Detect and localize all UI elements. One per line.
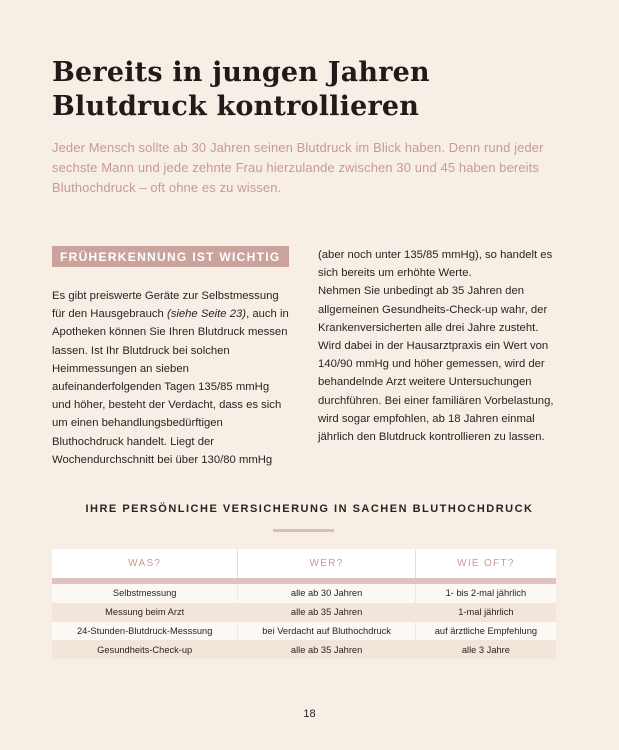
body-paragraph-right-2: Nehmen Sie unbedingt ab 35 Jahren den allgemeinen Gesundheits-Check-up wahr, der Krankenversicherten alle drei Jahre zusteht. Wird dabei in der Hausarztpraxis ein Wert von 140/90 mmHg und höher gemessen, wird der behandelnde Arzt weitere Untersuchungen durchführen. Bei einer familiären Vorbelastung, wird sogar empfohlen, ab 18 Jahren einmal jährlich den Blutdruck kontrollieren zu lassen. <box>318 285 554 444</box>
text-column-left <box>52 246 290 469</box>
column-header-was: WAS? <box>52 549 238 581</box>
table-cell: alle 3 Jahre <box>415 640 556 659</box>
table-cell: alle ab 35 Jahren <box>238 603 415 622</box>
heading-divider <box>273 529 334 532</box>
page-title: Bereits in jungen Jahren Blutdruck kontrollieren <box>52 57 430 122</box>
table-cell: bei Verdacht auf Bluthochdruck <box>238 622 415 641</box>
table-cell: Messung beim Arzt <box>52 603 238 622</box>
page-reference: (siehe Seite 23) <box>166 308 247 321</box>
table-heading: IHRE PERSÖNLICHE VERSICHERUNG IN SACHEN BLUTHOCHDRUCK <box>85 503 534 515</box>
table-cell: Gesundheits-Check-up <box>52 640 238 659</box>
table-row <box>52 640 556 659</box>
table-cell: auf ärztliche Empfehlung <box>415 622 556 641</box>
table-header-row <box>52 549 556 581</box>
table-cell: alle ab 30 Jahren <box>238 581 415 603</box>
column-header-wer: WER? <box>238 549 415 581</box>
table-cell: alle ab 35 Jahren <box>238 640 415 659</box>
table-cell: 24-Stunden-Blutdruck-Messsung <box>52 622 238 641</box>
table-row <box>52 622 556 641</box>
table-row <box>52 581 556 603</box>
lead-paragraph: Jeder Mensch sollte ab 30 Jahren seinen Blutdruck im Blick haben. Denn rund jeder sechste Mann und jede zehnte Frau hierzulande zwischen 30 und 45 haben bereits Bluthochdruck – oft ohne es zu wissen. <box>52 140 544 195</box>
page-number: 18 <box>303 708 316 720</box>
table-cell: 1-mal jährlich <box>415 603 556 622</box>
table-cell: Selbstmessung <box>52 581 238 603</box>
body-paragraph-right-1: (aber noch unter 135/85 mmHg), so handelt es sich bereits um erhöhte Werte. <box>318 249 553 280</box>
body-paragraph-left: Es gibt preiswerte Geräte zur Selbstmessung für den Hausgebrauch (siehe Seite 23), auch in Apotheken können Sie Ihren Blutdruck messen lassen. Ist Ihr Blutdruck bei solchen Heimmessungen an sieben aufeinanderfolgenden Tagen 135/85 mmHg und höher, besteht der Verdacht, dass es sich um einen behandlungsbedürftigen Bluthochdruck handelt. Liegt der Wochendurchschnitt bei über 130/80 mmHg <box>52 290 289 466</box>
table-row <box>52 603 556 622</box>
insurance-table <box>52 549 556 659</box>
section-heading-badge: FRÜHERKENNUNG IST WICHTIG <box>52 246 289 267</box>
column-header-wie-oft: WIE OFT? <box>415 549 556 581</box>
table-cell: 1- bis 2-mal jährlich <box>415 581 556 603</box>
text-column-right <box>318 246 556 446</box>
